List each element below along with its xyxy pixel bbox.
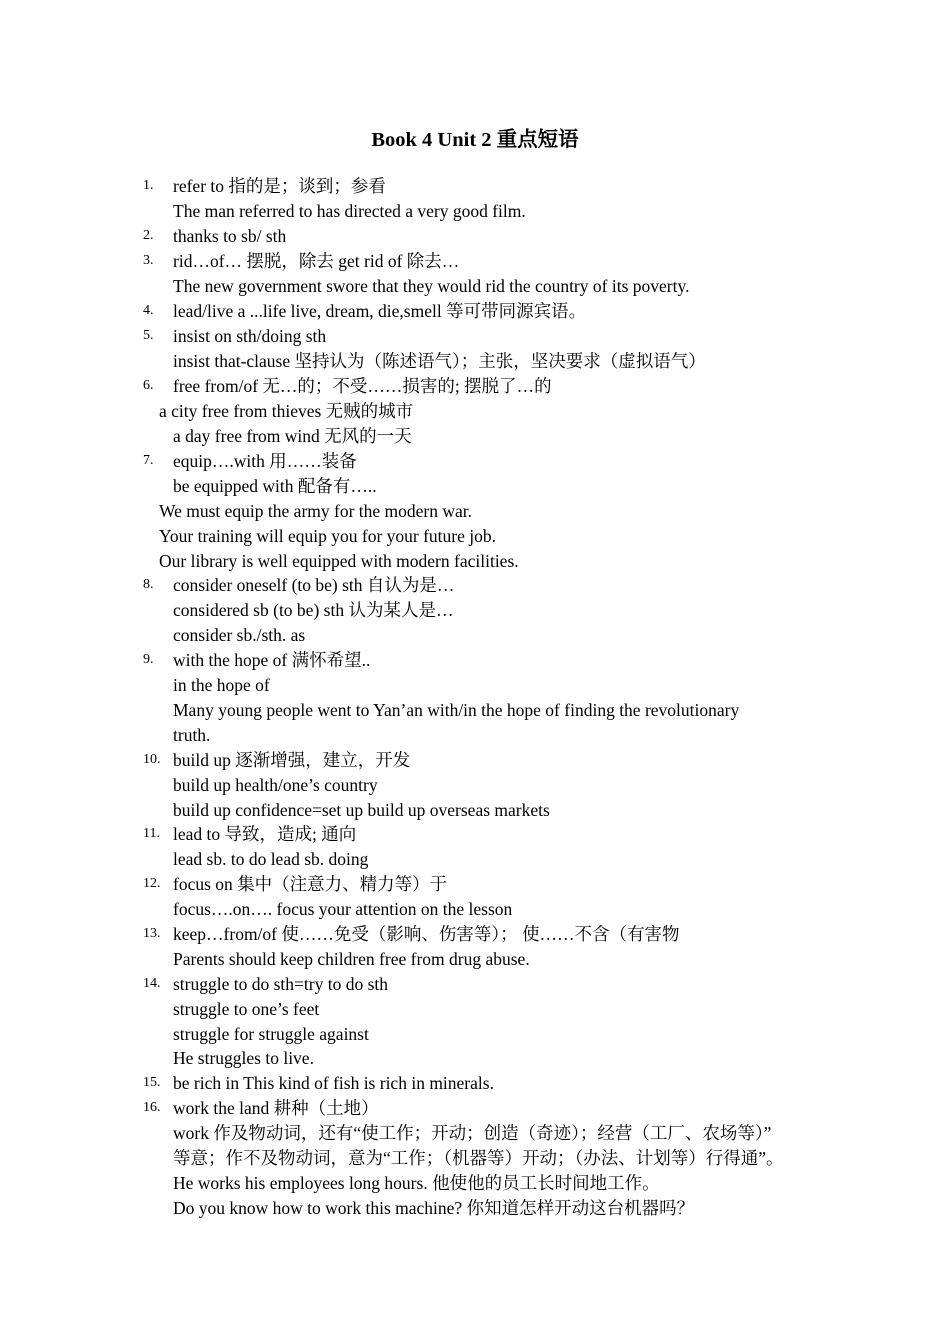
item-line: a city free from thieves 无贼的城市 [159, 401, 414, 421]
item-line: build up confidence=set up build up overseas markets [173, 800, 550, 820]
list-item [0, 1121, 950, 1145]
item-line: The new government swore that they would rid the country of its poverty. [173, 276, 690, 296]
item-line: considered sb (to be) sth 认为某人是… [173, 600, 454, 620]
item-number: 5. [143, 328, 154, 343]
list-item [0, 324, 950, 348]
item-number: 1. [143, 178, 154, 193]
item-line: struggle to do sth=try to do sth [173, 974, 389, 994]
item-line: thanks to sb/ sth [173, 226, 287, 246]
item-line: Many young people went to Yan’an with/in the hope of finding the revolutionary [173, 700, 740, 720]
item-number: 13. [143, 926, 161, 941]
list-item [0, 424, 950, 448]
list-item [0, 1022, 950, 1046]
list-item [0, 1096, 950, 1120]
item-line: Do you know how to work this machine? 你知道怎样开动这台机器吗？ [173, 1198, 695, 1218]
list-item [0, 1046, 950, 1070]
item-line: refer to 指的是；谈到；参看 [173, 176, 386, 196]
item-line: truth. [173, 725, 211, 745]
list-item [0, 648, 950, 672]
list-item [0, 598, 950, 622]
item-line: 等意；作不及物动词，意为“工作；（机器等）开动；（办法、计划等）行得通”。 [173, 1148, 784, 1168]
item-line: Our library is well equipped with modern facilities. [159, 551, 519, 571]
list-item [0, 399, 950, 423]
item-line: equip….with 用……装备 [173, 451, 357, 471]
list-item [0, 723, 950, 747]
item-line: The man referred to has directed a very good film. [173, 201, 526, 221]
list-item [0, 872, 950, 896]
list-item [0, 174, 950, 198]
item-number: 14. [143, 976, 161, 991]
list-item [0, 1196, 950, 1220]
list-item [0, 623, 950, 647]
list-item [0, 249, 950, 273]
list-item [0, 474, 950, 498]
item-line: rid…of… 摆脱，除去 get rid of 除去… [173, 251, 460, 271]
item-number: 6. [143, 378, 154, 393]
item-number: 2. [143, 228, 154, 243]
list-item [0, 972, 950, 996]
item-line: He struggles to live. [173, 1048, 314, 1068]
item-line: work the land 耕种（土地） [173, 1098, 379, 1118]
item-line: work 作及物动词，还有“使工作；开动；创造（奇迹）；经营（工厂、农场等）” [173, 1123, 772, 1143]
list-item [0, 922, 950, 946]
item-line: be rich in This kind of fish is rich in minerals. [173, 1073, 494, 1093]
item-line: with the hope of 满怀希望.. [173, 650, 371, 670]
list-item [0, 524, 950, 548]
item-line: free from/of 无…的；不受……损害的; 摆脱了…的 [173, 376, 552, 396]
item-line: struggle to one’s feet [173, 999, 320, 1019]
item-line: keep…from/of 使……免受（影响、伤害等）； 使……不含（有害物 [173, 924, 680, 944]
item-line: a day free from wind 无风的一天 [173, 426, 412, 446]
item-number: 7. [143, 453, 154, 468]
item-number: 11. [143, 826, 160, 841]
item-number: 9. [143, 652, 154, 667]
item-number: 10. [143, 752, 161, 767]
item-line: Your training will equip you for your future job. [159, 526, 497, 546]
list-item [0, 822, 950, 846]
item-number: 15. [143, 1075, 161, 1090]
item-line: consider sb./sth. as [173, 625, 306, 645]
item-number: 3. [143, 253, 154, 268]
list-item [0, 374, 950, 398]
list-item [0, 274, 950, 298]
list-item [0, 224, 950, 248]
item-line: struggle for struggle against [173, 1024, 369, 1044]
list-item [0, 847, 950, 871]
item-line: consider oneself (to be) sth 自认为是… [173, 575, 455, 595]
item-number: 16. [143, 1100, 161, 1115]
list-item [0, 349, 950, 373]
item-line: lead/live a ...life live, dream, die,smell 等可带同源宾语。 [173, 301, 587, 321]
item-line: build up health/one’s country [173, 775, 378, 795]
document-title: Book 4 Unit 2 重点短语 [371, 129, 579, 151]
item-line: be equipped with 配备有….. [173, 476, 377, 496]
list-item [0, 698, 950, 722]
item-number: 4. [143, 303, 154, 318]
list-item [0, 1171, 950, 1195]
item-line: focus on 集中（注意力、精力等）于 [173, 874, 448, 894]
item-line: Parents should keep children free from drug abuse. [173, 949, 530, 969]
list-item [0, 299, 950, 323]
list-item [0, 997, 950, 1021]
item-line: focus….on…. focus your attention on the lesson [173, 899, 513, 919]
list-item [0, 773, 950, 797]
item-number: 8. [143, 577, 154, 592]
list-item [0, 673, 950, 697]
list-item [0, 499, 950, 523]
item-line: lead sb. to do lead sb. doing [173, 849, 369, 869]
item-number: 12. [143, 876, 161, 891]
list-item [0, 748, 950, 772]
item-line: in the hope of [173, 675, 270, 695]
list-item [0, 798, 950, 822]
list-item [0, 449, 950, 473]
list-item [0, 549, 950, 573]
list-item [0, 897, 950, 921]
list-item [0, 573, 950, 597]
list-item [0, 1146, 950, 1170]
item-line: He works his employees long hours. 他使他的员工长时间地工作。 [173, 1173, 660, 1193]
list-item [0, 1071, 950, 1095]
list-item [0, 199, 950, 223]
item-line: We must equip the army for the modern war. [159, 501, 473, 521]
item-line: lead to 导致，造成; 通向 [173, 824, 357, 844]
item-line: build up 逐渐增强，建立，开发 [173, 750, 411, 770]
list-item [0, 947, 950, 971]
item-line: insist on sth/doing sth [173, 326, 327, 346]
item-line: insist that-clause 坚持认为（陈述语气）；主张，坚决要求（虚拟语气） [173, 351, 706, 371]
